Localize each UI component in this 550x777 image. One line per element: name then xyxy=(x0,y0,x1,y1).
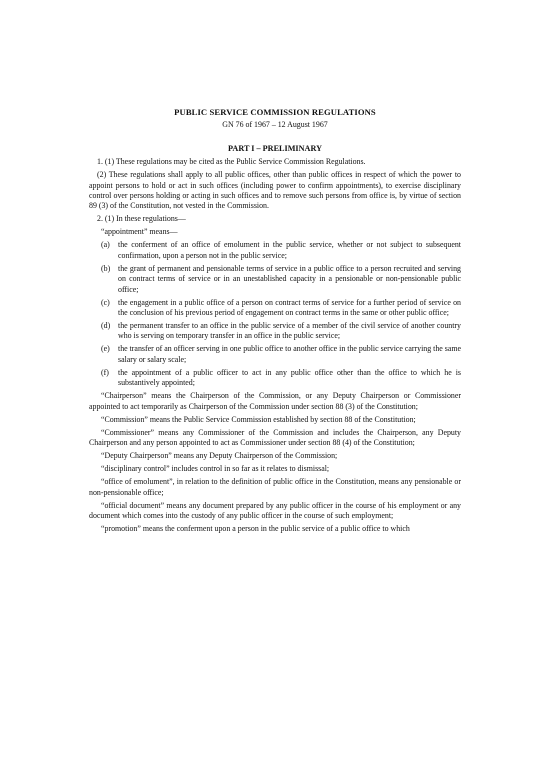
paragraph-2-1: 2. (1) In these regulations— xyxy=(97,214,186,224)
list-item-text: the engagement in a public office of a person on contract terms of service for a further period of service on the conclusion of his previous period of engagement on contract terms in the same or other public office; xyxy=(118,297,461,318)
definition-disciplinary-control: “disciplinary control” includes control in so far as it relates to dismissal; xyxy=(101,464,330,474)
list-item-c xyxy=(89,298,461,319)
definition-commissioner: “Commissioner” means any Commissioner of the Commission and includes the Chairperson, any Deputy Chairperson and any person appointed to act as Commissioner under section 88 (4) of the Constitution; xyxy=(89,427,461,448)
document-subtitle: GN 76 of 1967 – 12 August 1967 xyxy=(222,120,328,130)
list-item-d xyxy=(89,321,461,342)
list-item-text: the transfer of an officer serving in one public office to another office in the public service carrying the same salary or salary scale; xyxy=(118,344,461,364)
definition-promotion: “promotion” means the conferment upon a person in the public service of a public office to which xyxy=(101,523,410,533)
list-item-f xyxy=(89,368,461,389)
list-item-label: (b) xyxy=(101,263,111,273)
list-item-b xyxy=(89,264,461,295)
definition-office-of-emolument: “office of emolument”, in relation to the definition of public office in the Constitution, means any pensionable or non-pensionable office; xyxy=(89,477,461,497)
document-body xyxy=(89,107,461,537)
definition-appointment-intro: “appointment” means— xyxy=(101,227,178,237)
list-item-label: (f) xyxy=(101,367,109,377)
list-item-text: the permanent transfer to an office in the public service of a member of the civil service of another country who is serving on temporary transfer in an office in the public service; xyxy=(118,321,461,341)
paragraph-1-1: 1. (1) These regulations may be cited as the Public Service Commission Regulations. xyxy=(97,157,366,167)
part-heading: PART I – PRELIMINARY xyxy=(228,143,322,153)
definition-commission: “Commission” means the Public Service Commission established by section 88 of the Constitution; xyxy=(101,414,416,424)
definition-deputy-chairperson: “Deputy Chairperson” means any Deputy Chairperson of the Commission; xyxy=(101,451,338,461)
list-item-label: (c) xyxy=(101,297,110,307)
list-item-label: (d) xyxy=(101,321,111,331)
list-item-label: (a) xyxy=(101,240,110,250)
definition-official-document: “official document” means any document prepared by any public officer in the course of his employment or any document which comes into the custody of any public officer in the course of such employment; xyxy=(89,500,461,520)
list-item-a xyxy=(89,240,461,261)
paragraph-1-2: (2) These regulations shall apply to all public offices, other than public offices in respect of which the power to appoint persons to hold or act in such offices (including power to confirm appointments), to exercise disciplinary control over persons holding or acting in such offices and to remove such persons from office is, by virtue of section 89 (3) of the Constitution, not vested in the Commission. xyxy=(89,170,461,211)
list-item-label: (e) xyxy=(101,344,110,354)
list-item-e xyxy=(89,344,461,365)
definition-chairperson: “Chairperson” means the Chairperson of the Commission, or any Deputy Chairperson or Commissioner appointed to act temporarily as Chairperson of the Commission under section 88 (3) of the Constitution; xyxy=(89,391,461,411)
list-item-text: the grant of permanent and pensionable terms of service in a public office to a person recruited and serving on contract terms of service or in an unestablished capacity in a pensionable or non-pensionable public office; xyxy=(118,263,461,294)
list-item-text: the conferment of an office of emolument in the public service, whether or not subject to subsequent confirmation, upon a person not in the public service; xyxy=(118,240,461,260)
document-title: PUBLIC SERVICE COMMISSION REGULATIONS xyxy=(174,107,376,117)
list-item-text: the appointment of a public officer to act in any public office other than the office to which he is substantively appointed; xyxy=(118,367,461,388)
